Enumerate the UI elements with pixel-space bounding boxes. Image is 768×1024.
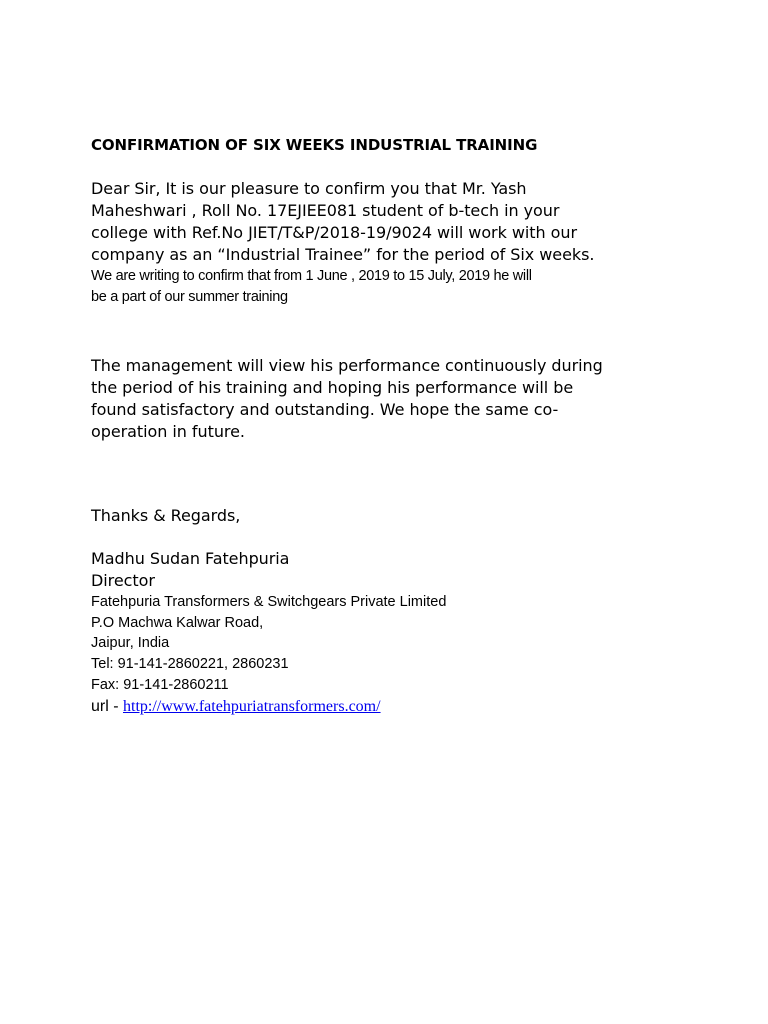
para2-line-3: found satisfactory and outstanding. We hope the same co- (91, 400, 559, 419)
url-label: url - (91, 698, 123, 715)
para1-line-2: Maheshwari , Roll No. 17EJIEE081 student of b-tech in your (91, 201, 560, 220)
website-link[interactable]: http://www.fatehpuriatransformers.com/ (123, 698, 381, 715)
signatory-position: Director (91, 571, 155, 590)
signatory-name: Madhu Sudan Fatehpuria (91, 549, 290, 568)
para1-small-line-1: We are writing to confirm that from 1 June , 2019 to 15 July, 2019 he will (91, 268, 532, 284)
fax: Fax: 91-141-2860211 (91, 677, 229, 693)
address-line-1: P.O Machwa Kalwar Road, (91, 615, 264, 631)
letter-title: CONFIRMATION OF SIX WEEKS INDUSTRIAL TRAINING (91, 136, 538, 154)
address-line-2: Jaipur, India (91, 635, 170, 651)
para2-line-4: operation in future. (91, 422, 245, 441)
telephone: Tel: 91-141-2860221, 2860231 (91, 656, 289, 672)
url-line (91, 698, 381, 716)
para1-small-line-2: be a part of our summer training (91, 289, 288, 305)
para2-line-2: the period of his training and hoping his performance will be (91, 378, 574, 397)
para1-line-1: Dear Sir, It is our pleasure to confirm you that Mr. Yash (91, 179, 527, 198)
para2-line-1: The management will view his performance continuously during (91, 356, 603, 375)
para1-line-4: company as an “Industrial Trainee” for the period of Six weeks. (91, 245, 595, 264)
para1-line-3: college with Ref.No JIET/T&P/2018-19/9024 will work with our (91, 223, 577, 242)
closing: Thanks & Regards, (91, 506, 241, 525)
company-name: Fatehpuria Transformers & Switchgears Private Limited (91, 594, 447, 610)
